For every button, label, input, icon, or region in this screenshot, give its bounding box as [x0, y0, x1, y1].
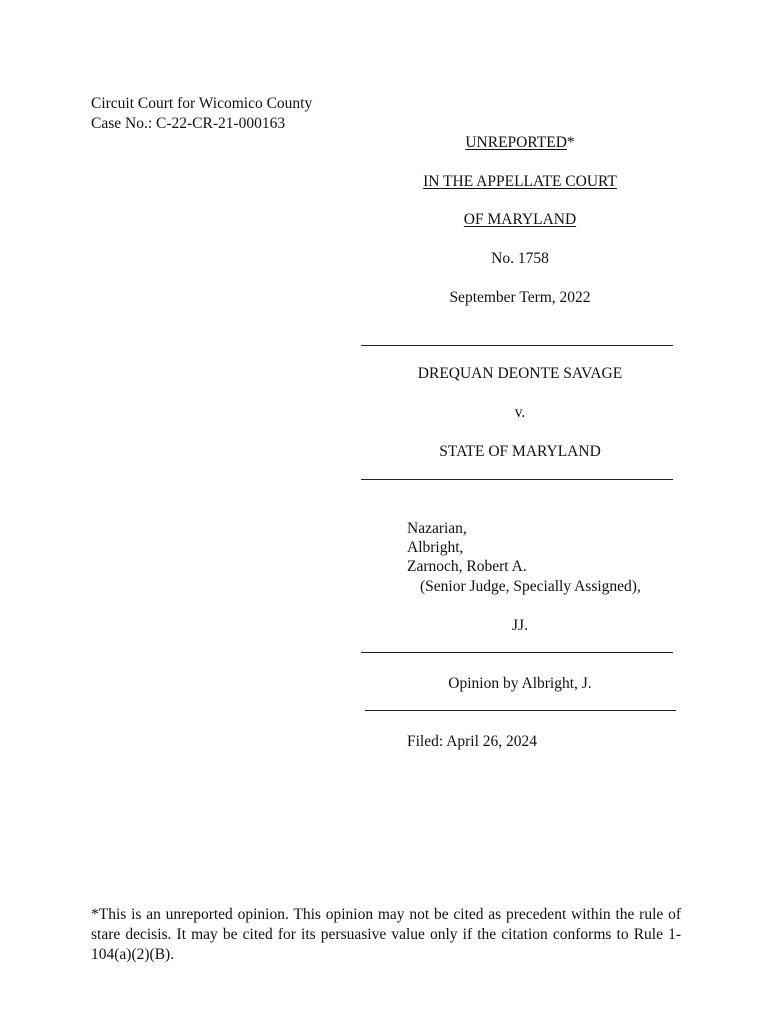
- unreported-footnote: *This is an unreported opinion. This opinion may not be cited as precedent within the rule of stare decisis. It may be cited for its persuasive value only if the citation conforms to Rule 1-104(a)(2)(B).: [91, 906, 681, 963]
- filed-date: Filed: April 26, 2024: [407, 733, 538, 750]
- unreported-label: UNREPORTED: [465, 134, 567, 151]
- appellee-name: STATE OF MARYLAND: [439, 443, 601, 460]
- divider-2: [361, 479, 673, 480]
- divider-4: [365, 710, 676, 711]
- judges-suffix: JJ.: [512, 617, 528, 634]
- divider-3: [361, 652, 673, 653]
- court-name-text-1: IN THE APPELLATE COURT: [423, 173, 617, 190]
- appellant-name: DREQUAN DEONTE SAVAGE: [417, 365, 623, 382]
- unreported-heading: [361, 135, 679, 151]
- term: September Term, 2022: [449, 289, 591, 306]
- lower-court-name: Circuit Court for Wicomico County: [91, 95, 313, 112]
- opinion-author: Opinion by Albright, J.: [448, 675, 592, 692]
- judge-1: Nazarian,: [407, 520, 467, 537]
- court-name-line-2: [361, 212, 679, 228]
- case-number: Case No.: C-22-CR-21-000163: [91, 115, 286, 132]
- judge-3: Zarnoch, Robert A.: [407, 558, 527, 575]
- docket-number: No. 1758: [491, 250, 549, 267]
- divider-1: [361, 345, 673, 346]
- unreported-footnote-mark: *: [566, 134, 575, 151]
- court-name-line-1: [361, 174, 679, 190]
- versus: v.: [514, 404, 526, 421]
- court-name-text-2: OF MARYLAND: [463, 211, 577, 228]
- judge-3-note: (Senior Judge, Specially Assigned),: [420, 578, 641, 595]
- judge-2: Albright,: [407, 539, 464, 556]
